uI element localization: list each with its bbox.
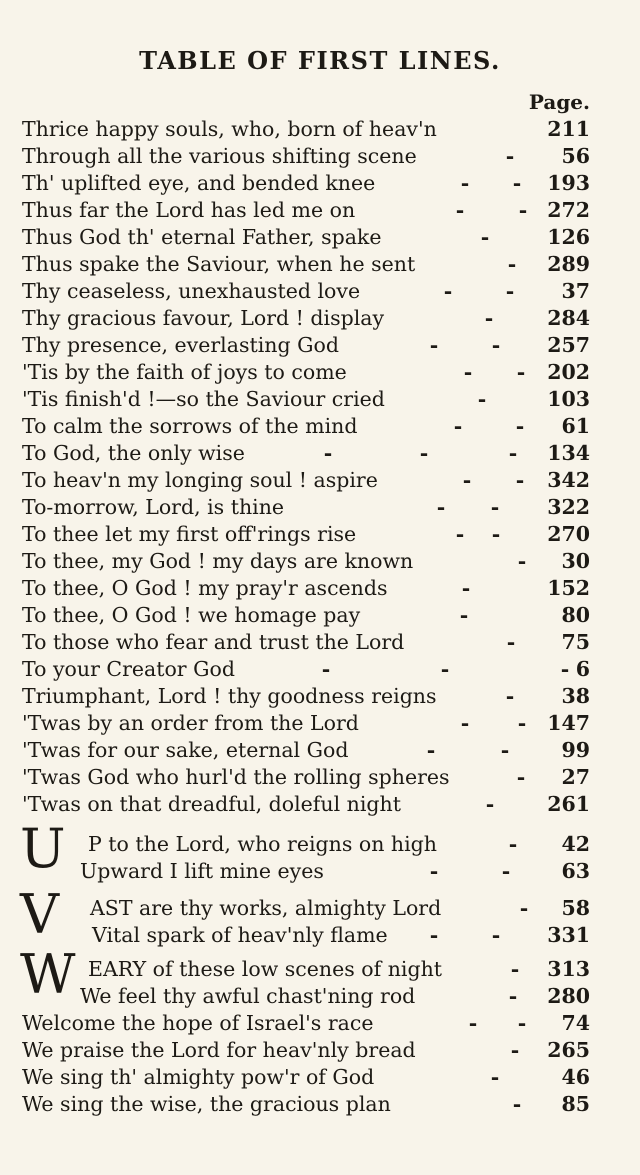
leader-dash: - <box>429 859 439 883</box>
first-line-text: We sing th' almighty pow'r of God <box>22 1065 375 1089</box>
first-line-text: EARY of these low scenes of night <box>88 957 443 981</box>
page-number: 331 <box>547 923 590 947</box>
first-line-text: To those who fear and trust the Lord <box>22 630 405 654</box>
leader-dash: - <box>519 896 529 920</box>
table-row <box>22 359 590 386</box>
page-number: 342 <box>547 468 590 492</box>
leader-dash: - <box>505 279 515 303</box>
leader-dash: - <box>426 738 436 762</box>
first-line-text: We sing the wise, the gracious plan <box>22 1092 391 1116</box>
page-title: TABLE OF FIRST LINES. <box>139 46 501 75</box>
first-line-text: To your Creator God <box>22 657 235 681</box>
leader-dash: - <box>515 468 525 492</box>
first-line-text: 'Twas by an order from the Lord <box>22 711 359 735</box>
page-number: 27 <box>561 765 590 789</box>
page-number: 99 <box>561 738 590 762</box>
page-number: 103 <box>547 387 590 411</box>
leader-dash: - <box>429 923 439 947</box>
leader-dash: - <box>455 522 465 546</box>
page-number: 80 <box>561 603 590 627</box>
first-line-text: 'Twas God who hurl'd the rolling spheres <box>22 765 450 789</box>
leader-dash: - <box>508 832 518 856</box>
page-number: 270 <box>547 522 590 546</box>
leader-dash: - <box>490 1065 500 1089</box>
page-number: 126 <box>547 225 590 249</box>
first-line-text: P to the Lord, who reigns on high <box>88 832 438 856</box>
table-row <box>22 440 590 467</box>
table-row <box>22 548 590 575</box>
leader-dash: - <box>516 765 526 789</box>
drop-cap-u: U <box>20 817 66 880</box>
table-row <box>22 575 590 602</box>
leader-dash: - <box>477 387 487 411</box>
leader-dash: - <box>461 576 471 600</box>
page-number: 58 <box>561 896 590 920</box>
first-line-text: Thy ceaseless, unexhausted love <box>22 279 361 303</box>
table-row <box>22 224 590 251</box>
leader-dash: - <box>455 198 465 222</box>
first-line-text: 'Tis by the faith of joys to come <box>22 360 347 384</box>
page-number: 74 <box>561 1011 590 1035</box>
page-number: 38 <box>561 684 590 708</box>
page-number: 257 <box>547 333 590 357</box>
page-number: 202 <box>547 360 590 384</box>
table-row <box>22 305 590 332</box>
leader-dash: - <box>480 225 490 249</box>
leader-dash: - <box>436 495 446 519</box>
table-row <box>22 602 590 629</box>
leader-dash: - <box>453 414 463 438</box>
first-line-text: Through all the various shifting scene <box>22 144 417 168</box>
leader-dash: - <box>516 360 526 384</box>
first-line-text: Triumphant, Lord ! thy goodness reigns <box>22 684 437 708</box>
leader-dash: - <box>515 414 525 438</box>
first-line-text: Thrice happy souls, who, born of heav'n <box>22 117 437 141</box>
table-row <box>22 956 590 983</box>
table-row <box>22 494 590 521</box>
table-row <box>22 683 590 710</box>
table-row <box>22 1064 590 1091</box>
table-row <box>22 629 590 656</box>
first-line-text: Thus far the Lord has led me on <box>22 198 356 222</box>
page-number: 280 <box>547 984 590 1008</box>
page-number: 75 <box>561 630 590 654</box>
leader-dash: - <box>517 1011 527 1035</box>
leader-dash: - <box>429 333 439 357</box>
first-line-text: AST are thy works, almighty Lord <box>90 896 442 920</box>
page-number: 265 <box>547 1038 590 1062</box>
leader-dash: - <box>323 441 333 465</box>
first-line-text: To thee let my first off'rings rise <box>22 522 357 546</box>
table-row <box>22 764 590 791</box>
first-line-text: Thus spake the Saviour, when he sent <box>22 252 416 276</box>
table-row <box>22 922 590 949</box>
first-line-text: 'Twas for our sake, eternal God <box>22 738 349 762</box>
first-line-text: To thee, my God ! my days are known <box>22 549 414 573</box>
drop-cap-v: V <box>20 883 59 946</box>
leader-dash: - <box>460 171 470 195</box>
page-number: 61 <box>561 414 590 438</box>
table-row <box>22 710 590 737</box>
table-row <box>22 791 590 818</box>
page-number: 85 <box>561 1092 590 1116</box>
table-row <box>22 737 590 764</box>
leader-dash: - <box>443 279 453 303</box>
leader-dash: - <box>517 549 527 573</box>
first-line-text: Upward I lift mine eyes <box>80 859 324 883</box>
first-line-text: Thus God th' eternal Father, spake <box>22 225 382 249</box>
table-row <box>22 251 590 278</box>
first-line-text: To-morrow, Lord, is thine <box>22 495 285 519</box>
page-number: 152 <box>547 576 590 600</box>
leader-dash: - <box>484 306 494 330</box>
first-line-text: Welcome the hope of Israel's race <box>22 1011 374 1035</box>
page-number: 46 <box>561 1065 590 1089</box>
leader-dash: - <box>505 144 515 168</box>
leader-dash: - <box>459 603 469 627</box>
leader-dash: - <box>518 198 528 222</box>
first-line-text: Th' uplifted eye, and bended knee <box>22 171 376 195</box>
leader-dash: - <box>507 252 517 276</box>
first-line-text: Thy gracious favour, Lord ! display <box>22 306 385 330</box>
first-line-text: Vital spark of heav'nly flame <box>92 923 388 947</box>
leader-dash: - <box>508 441 518 465</box>
first-line-text: To thee, O God ! my pray'r ascends <box>22 576 388 600</box>
table-row <box>22 332 590 359</box>
page-number: 42 <box>561 832 590 856</box>
table-row <box>22 197 590 224</box>
page-number: 134 <box>547 441 590 465</box>
table-row <box>22 116 590 143</box>
first-line-text: To thee, O God ! we homage pay <box>22 603 361 627</box>
drop-cap-w: W <box>20 943 76 1006</box>
table-row <box>22 467 590 494</box>
page-number: 211 <box>547 117 590 141</box>
page-column-header: Page. <box>528 90 590 114</box>
page-number: 56 <box>561 144 590 168</box>
leader-dash: - <box>462 468 472 492</box>
table-row <box>22 521 590 548</box>
leader-dash: - <box>460 711 470 735</box>
first-line-text: We praise the Lord for heav'nly bread <box>22 1038 416 1062</box>
table-row <box>22 143 590 170</box>
table-row <box>22 656 590 683</box>
first-line-text: 'Tis finish'd !—so the Saviour cried <box>22 387 385 411</box>
table-row <box>22 413 590 440</box>
table-row <box>22 1010 590 1037</box>
page-number: 322 <box>547 495 590 519</box>
leader-dash: - <box>321 657 331 681</box>
page-number: 313 <box>547 957 590 981</box>
first-line-text: We feel thy awful chast'ning rod <box>80 984 416 1008</box>
table-row <box>22 386 590 413</box>
table-row <box>22 1037 590 1064</box>
page-number: 193 <box>547 171 590 195</box>
page-number: 30 <box>561 549 590 573</box>
page-number: 63 <box>561 859 590 883</box>
first-line-text: To calm the sorrows of the mind <box>22 414 358 438</box>
leader-dash: - <box>490 495 500 519</box>
leader-dash: - <box>419 441 429 465</box>
page-number: 272 <box>547 198 590 222</box>
leader-dash: - <box>517 711 527 735</box>
table-row <box>22 1091 590 1118</box>
leader-dash: - <box>505 684 515 708</box>
leader-dash: - <box>501 859 511 883</box>
leader-dash: - <box>500 738 510 762</box>
leader-dash: - <box>491 522 501 546</box>
leader-dash: - <box>440 657 450 681</box>
leader-dash: - <box>485 792 495 816</box>
table-row <box>22 983 590 1010</box>
page-number: 261 <box>547 792 590 816</box>
page-number: 289 <box>547 252 590 276</box>
leader-dash: - <box>491 923 501 947</box>
leader-dash: - <box>463 360 473 384</box>
leader-dash: - <box>491 333 501 357</box>
leader-dash: - <box>468 1011 478 1035</box>
first-line-text: To God, the only wise <box>22 441 245 465</box>
leader-dash: - <box>506 630 516 654</box>
page-number: 147 <box>547 711 590 735</box>
first-line-text: 'Twas on that dreadful, doleful night <box>22 792 401 816</box>
table-row <box>22 170 590 197</box>
table-row <box>22 278 590 305</box>
first-line-text: To heav'n my longing soul ! aspire <box>22 468 378 492</box>
leader-dash: - <box>508 984 518 1008</box>
table-row <box>22 858 590 885</box>
leader-dash: - <box>510 1038 520 1062</box>
table-row <box>22 895 590 922</box>
leader-dash: - <box>512 1092 522 1116</box>
page-number: 37 <box>561 279 590 303</box>
first-line-text: Thy presence, everlasting God <box>22 333 339 357</box>
page-number: 6 <box>575 657 590 681</box>
leader-dash: - <box>560 657 570 681</box>
leader-dash: - <box>512 171 522 195</box>
page-number: 284 <box>547 306 590 330</box>
leader-dash: - <box>510 957 520 981</box>
table-row <box>22 831 590 858</box>
